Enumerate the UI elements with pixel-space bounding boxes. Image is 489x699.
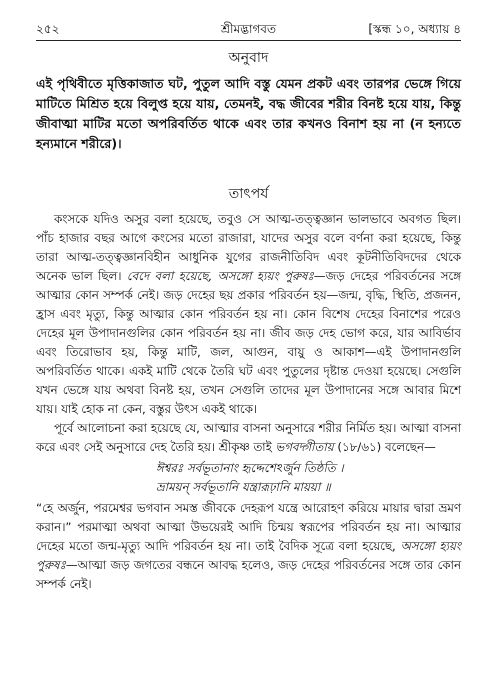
purport-quote: বেদে বলা হয়েছে, অসঙ্গো হ্যয়ং পুরুষঃ	[126, 269, 314, 283]
purport-paragraph	[36, 419, 461, 457]
purport-quote: অসঙ্গো হ্যয়ং পুরুষঃ	[36, 539, 461, 572]
purport-text: —জড় দেহের পরিবর্তনের সঙ্গে আত্মার কোন সম্পর্ক নেই। জড় দেহের ছয় প্রকার পরিবর্তন হয়—জন্ম, বৃদ্ধি, স্থিতি, প্রজনন, হ্রাস এবং মৃত্যু, কিন্তু আত্মার কোন পরিবর্তন হয় না। কোন বিশেষ দেহের বিনাশের পরেও দেহের মূল উপাদানগুলির কোন পরিবর্তন হয় না। জীব জড় দেহ ভোগ করে, যার আবির্ভাব এবং তিরোভাব হয়, কিন্তু মাটি, জল, আগুন, বায়ু ও আকাশ—এই উপাদানগুলি অপরিবর্তিত থাকে। একই মাটি থেকে তৈরি ঘট এবং পুতুলের দৃষ্টান্ত দেওয়া হয়েছে। সেগুলি যখন ভেঙ্গে যায় অথবা বিনষ্ট হয়, তখন সেগুলি তাদের মূল উপাদানের সঙ্গে আবার মিশে যায়। যাই হোক না কেন, বস্তুর উৎস একই থাকে।	[36, 269, 461, 416]
verse-line: ভ্রাময়ন্ সর্বভূতানি যন্ত্রারূঢ়ানি মায়য়া ॥	[156, 480, 331, 494]
purport-text: (১৮/৬১) বলেছেন—	[333, 440, 436, 454]
purport-text: পূর্বে আলোচনা করা হয়েছে যে, আত্মার বাসনা অনুসারে শরীর নির্মিত হয়। আত্মা বাসনা করে এবং সেই অনুসারে দেহ তৈরি হয়। শ্রীকৃষ্ণ তাই	[36, 421, 461, 454]
verse-block	[36, 459, 461, 497]
book-title: শ্রীমদ্ভাগবত	[220, 22, 276, 36]
header-rule	[36, 40, 461, 41]
purport-body	[36, 210, 461, 594]
purport-text: কংসকে যদিও অসুর বলা হয়েছে, তবুও সে আত্ম-তত্ত্বজ্ঞান ভালভাবে অবগত ছিল। পাঁচ হাজার বছর আগে কংসের মতো রাজারা, যাদের অসুর বলে বর্ণনা করা হয়েছে, কিন্তু তারা আত্ম-তত্ত্বজ্ঞানবিহীন আধুনিক যুগের রাজনীতিবিদ এবং কূটনীতিবিদদের থেকে অনেক ভাল ছিল।	[36, 212, 461, 283]
verse-line: ঈশ্বরঃ সর্বভূতানাং হৃদ্দেশেঽর্জুন তিষ্ঠতি ।	[156, 461, 344, 475]
chapter-reference: [স্কন্ধ ১০, অধ্যায় ৪	[368, 22, 461, 36]
purport-paragraph	[36, 499, 461, 594]
translation-text: এই পৃথিবীতে মৃত্তিকাজাত ঘট, পুতুল আদি বস্তু যেমন প্রকট এবং তারপর ভেঙ্গে গিয়ে মাটিতে মিশ্রিত হয়ে বিলুপ্ত হয়ে যায়, তেমনই, বদ্ধ জীবের শরীর বিনষ্ট হয়ে যায়, কিন্তু জীবাত্মা মাটির মতো অপরিবর্তিত থাকে এবং তার কখনও বিনাশ হয় না (ন হন্যতে হন্যমানে শরীরে)।	[36, 76, 461, 151]
purport-paragraph	[36, 210, 461, 419]
scripture-name: ভগবদ্গীতায়	[275, 440, 334, 454]
purport-heading: তাৎপর্য	[228, 186, 269, 202]
page-number: ২৫২	[36, 22, 60, 36]
purport-text: —আত্মা জড় জগতের বন্ধনে আবদ্ধ হলেও, জড় দেহের পরিবর্তনের সঙ্গে তার কোন সম্পর্ক নেই।	[36, 558, 461, 591]
purport-text: “হে অর্জুন, পরমেশ্বর ভগবান সমস্ত জীবকে দেহরূপ যন্ত্রে আরোহণ করিয়ে মায়ার দ্বারা ভ্রমণ করান।” পরমাত্মা অথবা আত্মা উভয়েরই আদি চিন্ময় স্বরূপের পরিবর্তন হয় না। আত্মার দেহের মতো জন্ম-মৃত্যু আদি পরিবর্তন হয় না। তাই বৈদিক সূত্রে বলা হয়েছে,	[36, 501, 461, 553]
translation-heading: অনুবাদ	[228, 50, 269, 66]
